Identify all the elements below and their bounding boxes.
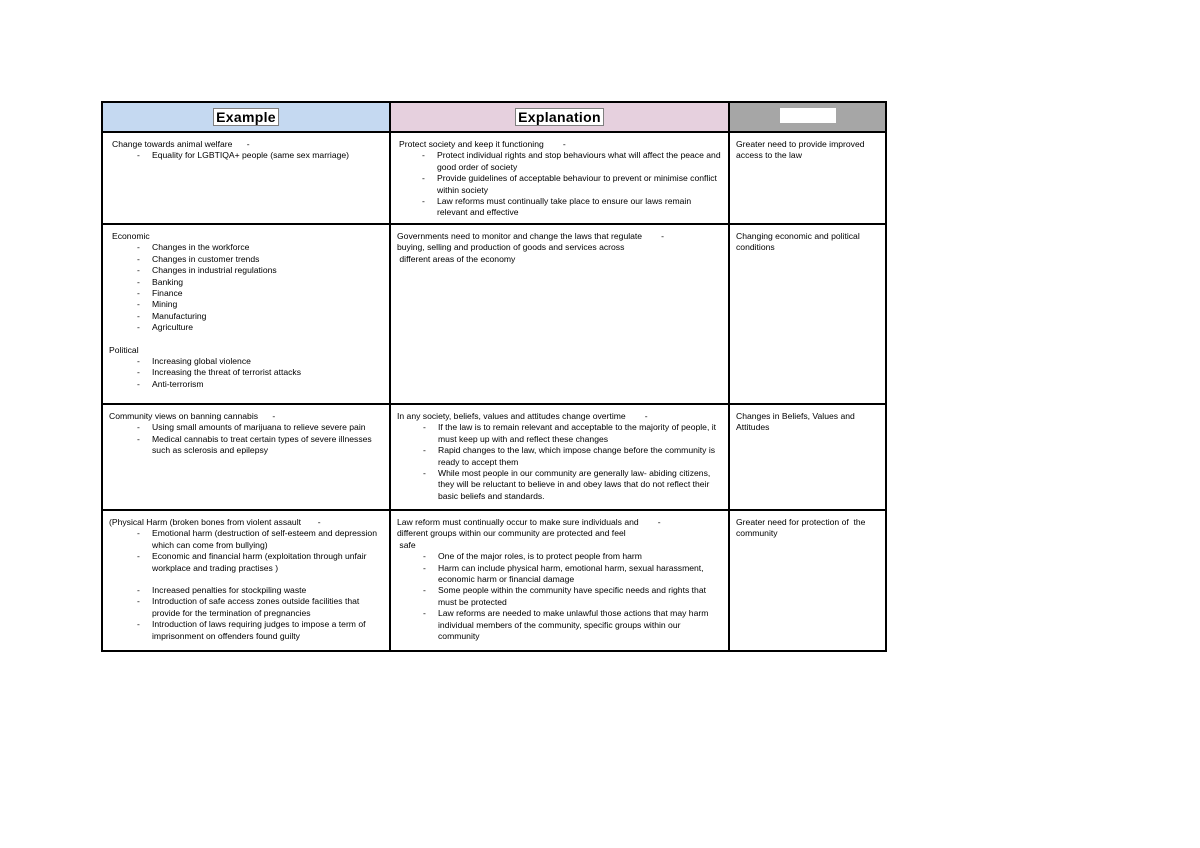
list-item: - Manufacturing [152, 311, 384, 322]
list-item: - Provide guidelines of acceptable behaviour to prevent or minimise conflict within society [437, 173, 723, 196]
list-item: - While most people in our community are generally law- abiding citizens, they will be reluctant to believe in and obey laws that do not reflect their basic beliefs and standards. [438, 468, 723, 502]
example-list [112, 356, 384, 390]
category-text: Changing economic and political conditions [736, 231, 863, 253]
list-item: - Mining [152, 299, 384, 310]
explanation-cell [390, 404, 729, 510]
explanation-intro: In any society, beliefs, values and attitudes change overtime - [397, 411, 648, 421]
list-item: - Changes in industrial regulations [152, 265, 384, 276]
header-explanation: Explanation [515, 108, 604, 126]
header-explanation-cell [390, 102, 729, 132]
header-third [780, 108, 836, 123]
list-item: - Equality for LGBTIQA+ people (same sex marriage) [152, 150, 384, 161]
list-item: - Using small amounts of marijuana to relieve severe pain [152, 422, 384, 433]
example-cell [102, 510, 390, 651]
list-item: - Introduction of safe access zones outside facilities that provide for the termination of pregnancies [152, 596, 384, 619]
list-item: - One of the major roles, is to protect people from harm [438, 551, 723, 562]
spacer [112, 334, 384, 345]
example-list [109, 422, 384, 456]
table-row [102, 224, 886, 404]
list-item: - Economic and financial harm (exploitation through unfair workplace and trading practises ) [152, 551, 384, 574]
explanation-cell [390, 510, 729, 651]
list-item: - Banking [152, 277, 384, 288]
example-cell [102, 224, 390, 404]
table-row [102, 510, 886, 651]
category-cell [729, 510, 886, 651]
explanation-line: Governments need to monitor and change the laws that regulate - [397, 231, 665, 241]
header-example-cell [102, 102, 390, 132]
list-item: - Changes in customer trends [152, 254, 384, 265]
list-item: - Some people within the community have specific needs and rights that must be protected [438, 585, 723, 608]
explanation-line: safe [397, 539, 416, 550]
explanation-line: different areas of the economy [397, 253, 516, 264]
list-item: - Protect individual rights and stop behaviours what will affect the peace and good order of society [437, 150, 723, 173]
category-cell [729, 224, 886, 404]
header-row [102, 102, 886, 132]
example-cell [102, 132, 390, 224]
explanation-line: Law reform must continually occur to make sure individuals and - [397, 517, 661, 527]
list-item: - Finance [152, 288, 384, 299]
list-item: - Increasing global violence [152, 356, 384, 367]
list-item: - Changes in the workforce [152, 242, 384, 253]
explanation-line: different groups within our community are protected and feel [397, 528, 626, 539]
example-intro: Change towards animal welfare - [112, 139, 250, 149]
list-item: - Law reforms are needed to make unlawful those actions that may harm individual members of the community, specific groups within our community [438, 608, 723, 642]
example-list [112, 150, 384, 161]
category-text: Greater need to provide improved access to the law [736, 139, 867, 161]
category-cell [729, 132, 886, 224]
explanation-cell [390, 224, 729, 404]
spacer [109, 574, 384, 585]
table-row [102, 132, 886, 224]
section-title-economic: Economic [112, 231, 150, 241]
example-intro: (Physical Harm (broken bones from violent assault - [109, 517, 321, 527]
explanation-list [399, 150, 723, 218]
list-item: - Medical cannabis to treat certain types of severe illnesses such as sclerosis and epilepsy [152, 434, 384, 457]
example-list [109, 585, 384, 642]
list-item: - Emotional harm (destruction of self-esteem and depression which can come from bullying) [152, 528, 384, 551]
explanation-line: buying, selling and production of goods and services across [397, 242, 625, 253]
list-item: - Rapid changes to the law, which impose change before the community is ready to accept them [438, 445, 723, 468]
section-title-political: Political [109, 344, 139, 355]
example-list [112, 242, 384, 333]
list-item: - Law reforms must continually take place to ensure our laws remain relevant and effective [437, 196, 723, 219]
list-item: - Increasing the threat of terrorist attacks [152, 367, 384, 378]
explanation-intro: Protect society and keep it functioning - [399, 139, 566, 149]
law-reform-table [101, 101, 887, 652]
list-item: - Increased penalties for stockpiling waste [152, 585, 384, 596]
header-third-cell [729, 102, 886, 132]
example-list [109, 528, 384, 574]
explanation-list [397, 422, 723, 502]
list-item: - Introduction of laws requiring judges to impose a term of imprisonment on offenders found guilty [152, 619, 384, 642]
example-cell [102, 404, 390, 510]
explanation-cell [390, 132, 729, 224]
category-text: Greater need for protection of the community [736, 517, 868, 539]
category-cell [729, 404, 886, 510]
list-item: - Harm can include physical harm, emotional harm, sexual harassment, economic harm or financial damage [438, 563, 723, 586]
list-item: - Agriculture [152, 322, 384, 333]
explanation-list [397, 551, 723, 642]
table-row [102, 404, 886, 510]
list-item: - If the law is to remain relevant and acceptable to the majority of people, it must keep up with and reflect these changes [438, 422, 723, 445]
list-item: - Anti-terrorism [152, 379, 384, 390]
example-intro: Community views on banning cannabis - [109, 411, 276, 421]
category-text: Changes in Beliefs, Values and Attitudes [736, 411, 857, 433]
header-example: Example [213, 108, 279, 126]
